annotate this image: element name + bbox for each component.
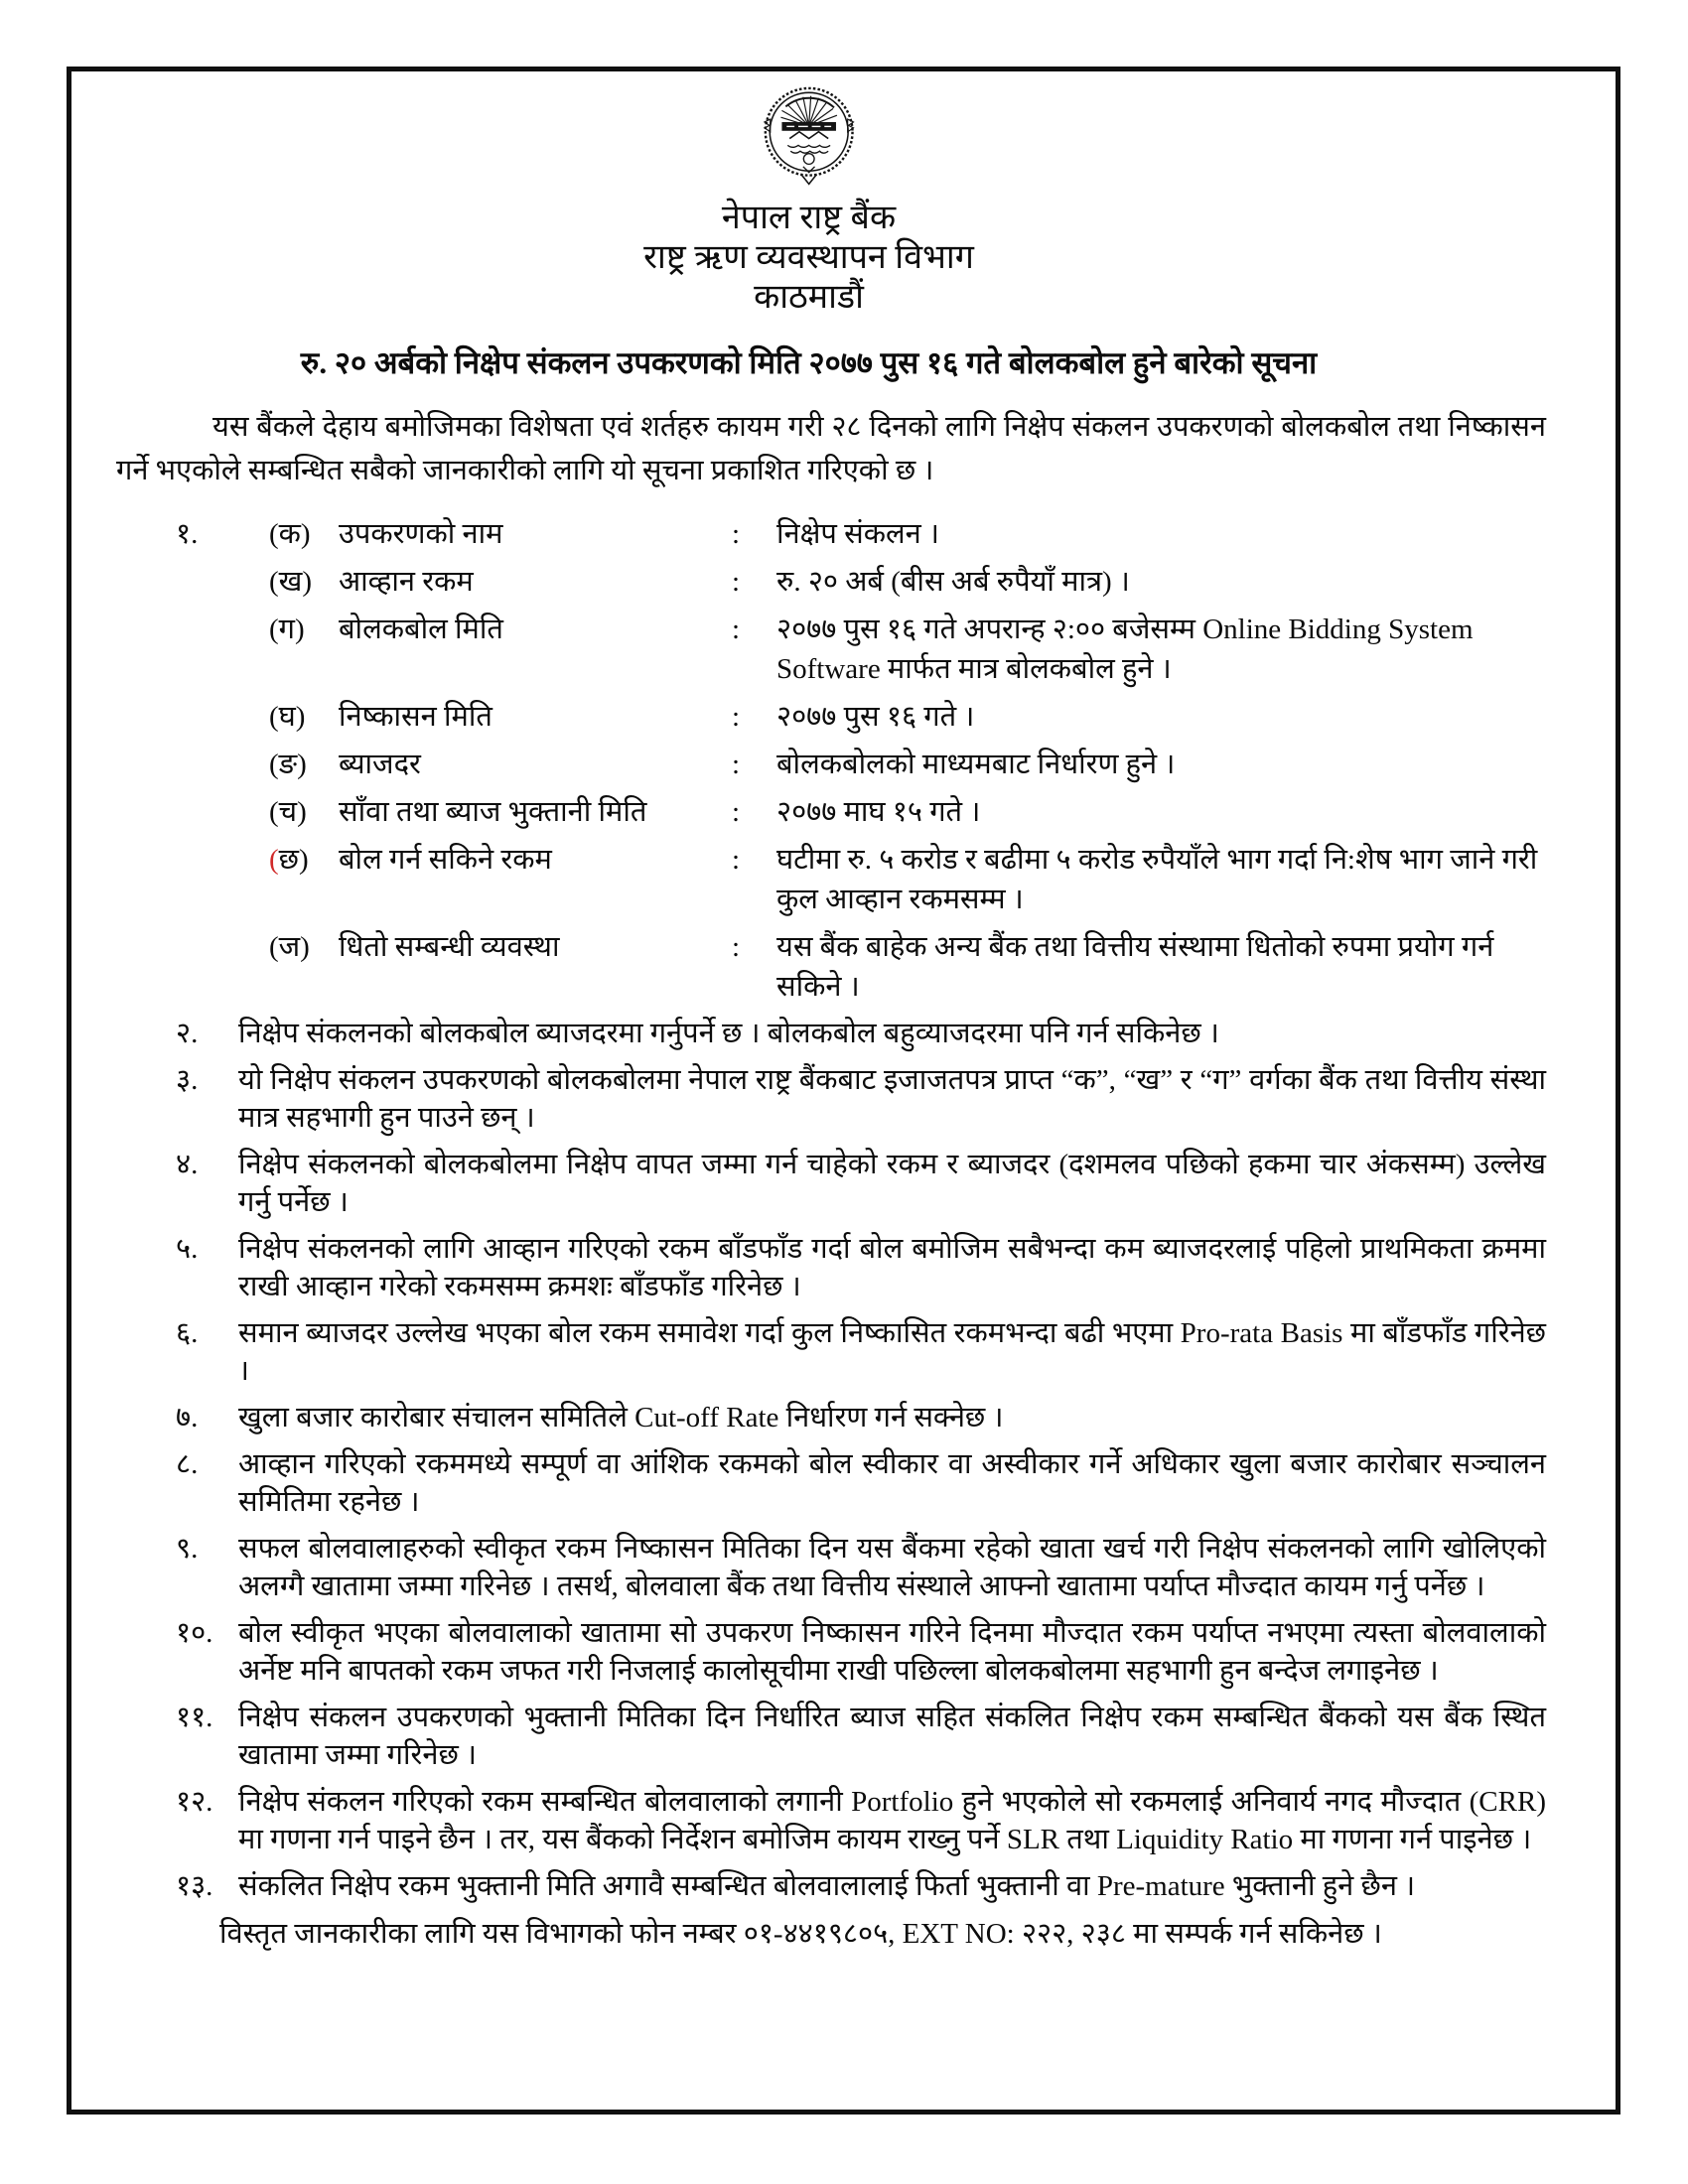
item-text: आव्हान गरिएको रकममध्ये सम्पूर्ण वा आंशिक रकमको बोल स्वीकार वा अस्वीकार गर्ने अधिकार खुला बजार कारोबार सञ्चालन समितिमा रहनेछ । xyxy=(238,1448,1546,1518)
notice-title: रु. २० अर्बको निक्षेप संकलन उपकरणको मिति २०७७ पुस १६ गते बोलकबोल हुने बारेको सूचना xyxy=(300,345,1318,380)
spec-value: २०७७ माघ १५ गते । xyxy=(776,796,981,828)
item-number: ४. xyxy=(176,1149,199,1180)
list-item-2 xyxy=(176,1015,1546,1052)
spec-label: धितो सम्बन्धी व्यवस्था xyxy=(339,931,560,963)
item-number: ९. xyxy=(176,1533,199,1565)
spec-row-interest-rate xyxy=(269,745,1546,784)
spec-id-rest: छ) xyxy=(278,844,309,876)
spec-colon: : xyxy=(732,749,741,780)
spec-value: घटीमा रु. ५ करोड र बढीमा ५ करोड रुपैयाँले भाग गर्दा नि:शेष भाग जाने गरी कुल आव्हान रकमसम्म । xyxy=(776,844,1538,915)
spec-value: २०७७ पुस १६ गते । xyxy=(776,701,975,733)
bank-name: नेपाल राष्ट्र बैंक xyxy=(721,200,897,236)
item-text: निक्षेप संकलन गरिएको रकम सम्बन्धित बोलवालाको लगानी Portfolio हुने भएकोले सो रकमलाई अनिवार्य नगद मौज्दात (CRR) मा गणना गर्न पाइने छैन । तर, यस बैंकको निर्देशन बमोजिम कायम राख्नु पर्ने SLR तथा Liquidity Ratio मा गणना गर्न पाइनेछ । xyxy=(238,1786,1546,1855)
spec-label: साँवा तथा ब्याज भुक्तानी मिति xyxy=(339,796,647,828)
spec-id: (ङ) xyxy=(269,749,307,780)
list-item-10 xyxy=(176,1614,1546,1690)
spec-colon: : xyxy=(732,931,741,963)
list-item-12 xyxy=(176,1783,1546,1858)
spec-colon: : xyxy=(732,796,741,828)
spec-row-issue-date xyxy=(269,697,1546,737)
item-number: ८. xyxy=(176,1448,199,1480)
spec-colon: : xyxy=(732,518,741,550)
spec-row-payment-date xyxy=(269,792,1546,832)
spec-label: उपकरणको नाम xyxy=(339,518,503,550)
spec-value: २०७७ पुस १६ गते अपरान्ह २:०० बजेसम्म Online Bidding System Software मार्फत मात्र बोलकबोल हुने । xyxy=(776,614,1474,685)
list-item-5 xyxy=(176,1230,1546,1305)
item-text: यो निक्षेप संकलन उपकरणको बोलकबोलमा नेपाल राष्ट्र बैंकबाट इजाजतपत्र प्राप्त “क”, “ख” र “ग” वर्गका बैंक तथा वित्तीय संस्था मात्र सहभागी हुन पाउने छन् । xyxy=(238,1064,1546,1134)
header-seal-area xyxy=(71,85,1546,199)
spec-value: बोलकबोलको माध्यमबाट निर्धारण हुने । xyxy=(776,749,1176,780)
spec-row-collateral xyxy=(269,927,1546,1007)
spec-row-call-amount xyxy=(269,562,1546,602)
item-number: २. xyxy=(176,1018,199,1049)
spec-colon: : xyxy=(732,566,741,598)
item-number: १. xyxy=(176,518,199,550)
item-text: निक्षेप संकलनको बोलकबोल ब्याजदरमा गर्नुपर्ने छ । बोलकबोल बहुव्याजदरमा पनि गर्न सकिनेछ । xyxy=(238,1018,1219,1049)
item-1-specs xyxy=(71,514,1546,1007)
nepal-rastra-bank-seal-icon xyxy=(761,85,857,197)
spec-row-bidding-date xyxy=(269,610,1546,689)
spec-id: (ज) xyxy=(269,931,310,963)
item-number: १३. xyxy=(176,1870,213,1902)
list-item-3 xyxy=(176,1061,1546,1137)
item-text: निक्षेप संकलनको लागि आव्हान गरिएको रकम बाँडफाँड गर्दा बोल बमोजिम सबैभन्दा कम ब्याजदरलाई पहिलो प्राथमिकता क्रममा राखी आव्हान गरेको रकमसम्म क्रमशः बाँडफाँड गरिनेछ । xyxy=(238,1233,1546,1302)
notice-document xyxy=(71,71,1616,1953)
spec-colon: : xyxy=(732,614,741,645)
list-item-4 xyxy=(176,1146,1546,1221)
list-item-6 xyxy=(176,1314,1546,1390)
spec-label: बोलकबोल मिति xyxy=(339,614,503,645)
page-border-frame xyxy=(67,67,1620,2115)
list-item-13 xyxy=(176,1867,1546,1905)
spec-id: (क) xyxy=(269,518,311,550)
location: काठमाडौं xyxy=(754,279,864,316)
item-text: समान ब्याजदर उल्लेख भएका बोल रकम समावेश गर्दा कुल निष्कासित रकमभन्दा बढी भएमा Pro-rata Basis मा बाँडफाँड गरिनेछ । xyxy=(238,1317,1546,1387)
spec-value: यस बैंक बाहेक अन्य बैंक तथा वित्तीय संस्थामा धितोको रुपमा प्रयोग गर्न सकिने । xyxy=(776,931,1494,1003)
spec-label: बोल गर्न सकिने रकम xyxy=(339,844,552,876)
item-number: १२. xyxy=(176,1786,213,1818)
spec-label: ब्याजदर xyxy=(339,749,421,780)
spec-value: निक्षेप संकलन । xyxy=(776,518,939,550)
spec-id: (घ) xyxy=(269,701,306,733)
item-number: ७. xyxy=(176,1402,199,1433)
spec-label: निष्कासन मिति xyxy=(339,701,492,733)
spec-id: (च) xyxy=(269,796,307,828)
item-text: संकलित निक्षेप रकम भुक्तानी मिति अगावै सम्बन्धित बोलवालालाई फिर्ता भुक्तानी वा Pre-mature भुक्तानी हुने छैन । xyxy=(238,1870,1416,1902)
item-number: ५. xyxy=(176,1233,199,1265)
spec-row-instrument-name xyxy=(269,514,1546,554)
item-text: निक्षेप संकलन उपकरणको भुक्तानी मितिका दिन निर्धारित ब्याज सहित संकलित निक्षेप रकम सम्बन्धित बैंकको यस बैंक स्थित खातामा जम्मा गरिनेछ । xyxy=(238,1702,1546,1771)
spec-row-biddable-amount xyxy=(269,840,1546,919)
intro-paragraph: यस बैंकले देहाय बमोजिमका विशेषता एवं शर्तहरु कायम गरी २८ दिनको लागि निक्षेप संकलन उपकरणको बोलकबोल तथा निष्कासन गर्ने भएकोले सम्बन्धित सबैको जानकारीको लागि यो सूचना प्रकाशित गरिएको छ । xyxy=(116,411,1546,486)
spec-id-open-paren: ( xyxy=(269,844,279,876)
spec-id xyxy=(269,840,339,919)
item-text: सफल बोलवालाहरुको स्वीकृत रकम निष्कासन मितिका दिन यस बैंकमा रहेको खाता खर्च गरी निक्षेप संकलनको लागि खोलिएको अलग्गै खातामा जम्मा गरिनेछ । तसर्थ, बोलवाला बैंक तथा वित्तीय संस्थाले आफ्नो खातामा पर्याप्त मौज्दात कायम गर्नु पर्नेछ । xyxy=(238,1533,1546,1602)
list-item-9 xyxy=(176,1530,1546,1605)
spec-id: (ख) xyxy=(269,566,313,598)
item-number: ३. xyxy=(176,1064,199,1096)
list-item-11 xyxy=(176,1699,1546,1774)
spec-value: रु. २० अर्ब (बीस अर्ब रुपैयाँ मात्र) । xyxy=(776,566,1130,598)
item-text: खुला बजार कारोबार संचालन समितिले Cut-off Rate निर्धारण गर्न सक्नेछ । xyxy=(238,1402,1004,1433)
list-item-7 xyxy=(176,1399,1546,1436)
department-name: राष्ट्र ऋण व्यवस्थापन विभाग xyxy=(643,239,974,276)
item-number: ६. xyxy=(176,1317,199,1349)
contact-info-line: विस्तृत जानकारीका लागि यस विभागको फोन नम्बर ०१-४४१९८०५, EXT NO: २२२, २३८ मा सम्पर्क गर्न सकिनेछ । xyxy=(219,1918,1382,1950)
list-item-8 xyxy=(176,1445,1546,1521)
spec-label: आव्हान रकम xyxy=(339,566,474,598)
item-text: निक्षेप संकलनको बोलकबोलमा निक्षेप वापत जम्मा गर्न चाहेको रकम र ब्याजदर (दशमलव पछिको हकमा चार अंकसम्म) उल्लेख गर्नु पर्नेछ । xyxy=(238,1149,1546,1218)
spec-colon: : xyxy=(732,844,741,876)
item-number: ११. xyxy=(176,1702,213,1733)
item-number: १०. xyxy=(176,1617,213,1649)
item-text: बोल स्वीकृत भएका बोलवालाको खातामा सो उपकरण निष्कासन गरिने दिनमा मौज्दात रकम पर्याप्त नभएमा त्यस्ता बोलवालाको अर्नेष्ट मनि बापतको रकम जफत गरी निजलाई कालोसूचीमा राखी पछिल्ला बोलकबोलमा सहभागी हुन बन्देज लगाइनेछ । xyxy=(238,1617,1546,1687)
spec-colon: : xyxy=(732,701,741,733)
spec-id: (ग) xyxy=(269,614,305,645)
